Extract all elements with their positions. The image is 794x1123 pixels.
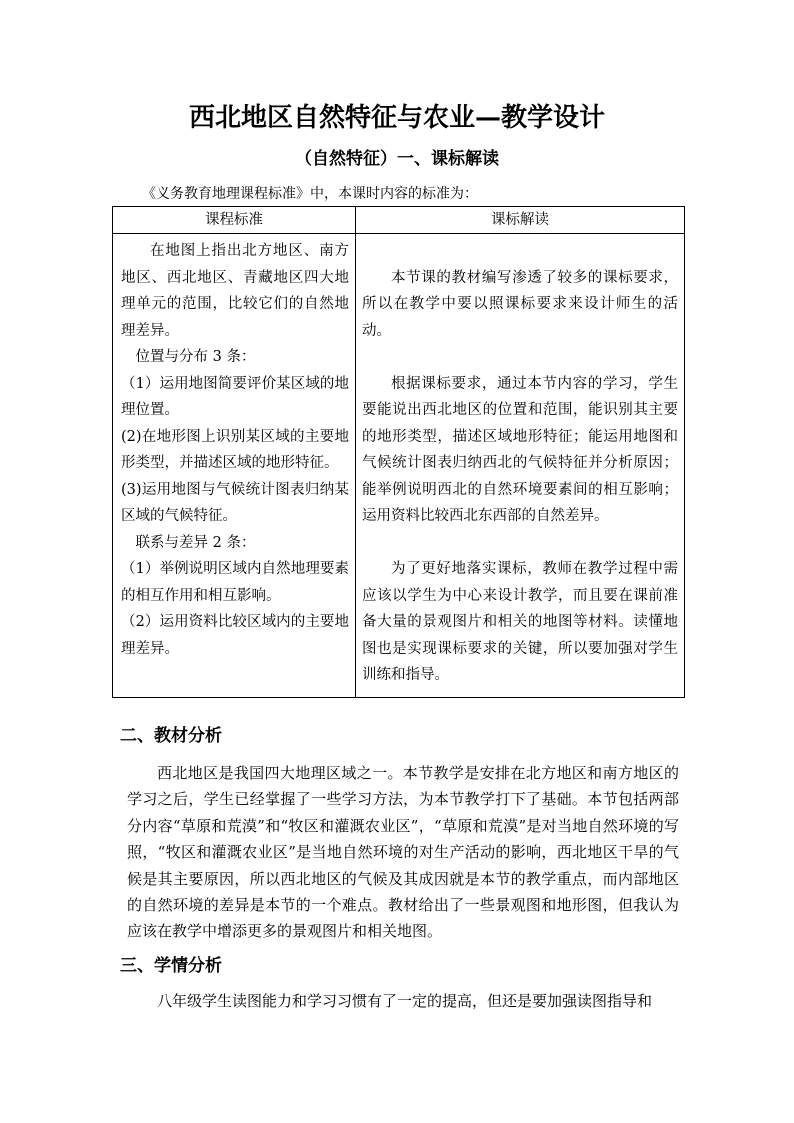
interpretation-paragraph: 本节课的教材编写渗透了较多的课标要求，所以在教学中要以照课标要求来设计师生的活动。 <box>362 269 678 339</box>
standard-subheading: 位置与分布 3 条： <box>135 349 256 365</box>
textbook-analysis-text: 西北地区是我国四大地理区域之一。本节教学是安排在北方地区和南方地区的学习之后，学生已经掌握了一些学习方法，为本节教学打下了基础。本节包括两部分内容“草原和荒漠”和“牧区和灌溉农业区”，“草原和荒漠”是对当地自然环境的写照，“牧区和灌溉农业区”是当地自然环境的对生产活动的影响，西北地区干旱的气候是其主要原因，所以西北地区的气候及其成因就是本节的教学重点，而内部地区的自然环境的差异是本节的一个难点。教材给出了一些景观图和地形图，但我认为应该在教学中增添更多的景观图片和相关地图。 <box>127 764 679 941</box>
spacer <box>362 344 678 371</box>
student-analysis-text: 八年级学生读图能力和学习习惯有了一定的提高，但还是要加强读图指导和 <box>157 992 653 1010</box>
intro-text: 《义务教育地理课程标准》中，本课时内容的标准为： <box>142 186 478 202</box>
standard-paragraph: 在地图上指出北方地区、南方地区、西北地区、青藏地区四大地理单元的范围，比较它们的自然地理差异。 <box>121 243 349 339</box>
section-heading-student-analysis: 三、学情分析 <box>120 956 222 976</box>
standard-item: （1）举例说明区域内自然地理要素的相互作用和相互影响。 <box>121 561 349 604</box>
document-title: 西北地区自然特征与农业—教学设计 <box>188 103 605 133</box>
interpretation-paragraph: 为了更好地落实课标，教师在教学过程中需应该以学生为中心来设计教学，而且要在课前准备大量的景观图片和相关的地图等材料。读懂地图也是实现课标要求的关键，所以要加强对学生训练和指导。 <box>362 561 678 683</box>
table-header-row <box>113 207 685 234</box>
table-row <box>113 234 685 698</box>
standard-cell <box>113 234 356 698</box>
spacer <box>362 238 678 265</box>
standard-item: (3)运用地图与气候统计图表归纳某区域的气候特征。 <box>121 481 349 524</box>
standard-item: (2)在地形图上识别某区域的主要地形类型，并描述区域的地形特征。 <box>121 428 349 471</box>
section-heading-textbook-analysis: 二、教材分析 <box>120 726 222 746</box>
interpretation-cell <box>356 234 685 698</box>
interpretation-paragraph: 根据课标要求，通过本节内容的学习，学生要能说出西北地区的位置和范围，能识别其主要的地形类型，描述区域地形特征；能运用地图和气候统计图表归纳西北的气候特征并分析原因；能举例说明西北的自然环境要素间的相互影响；运用资料比较西北东西部的自然差异。 <box>362 375 678 524</box>
spacer <box>362 530 678 557</box>
standard-item: （1）运用地图简要评价某区域的地理位置。 <box>121 375 349 418</box>
curriculum-standard-table <box>112 206 685 698</box>
standard-item: （2）运用资料比较区域内的主要地理差异。 <box>121 614 349 657</box>
table-header-interpretation: 课标解读 <box>356 207 685 234</box>
standard-subheading: 联系与差异 2 条： <box>135 534 256 551</box>
document-subtitle: （自然特征）一、课标解读 <box>295 149 499 169</box>
table-header-standard: 课程标准 <box>113 207 356 234</box>
